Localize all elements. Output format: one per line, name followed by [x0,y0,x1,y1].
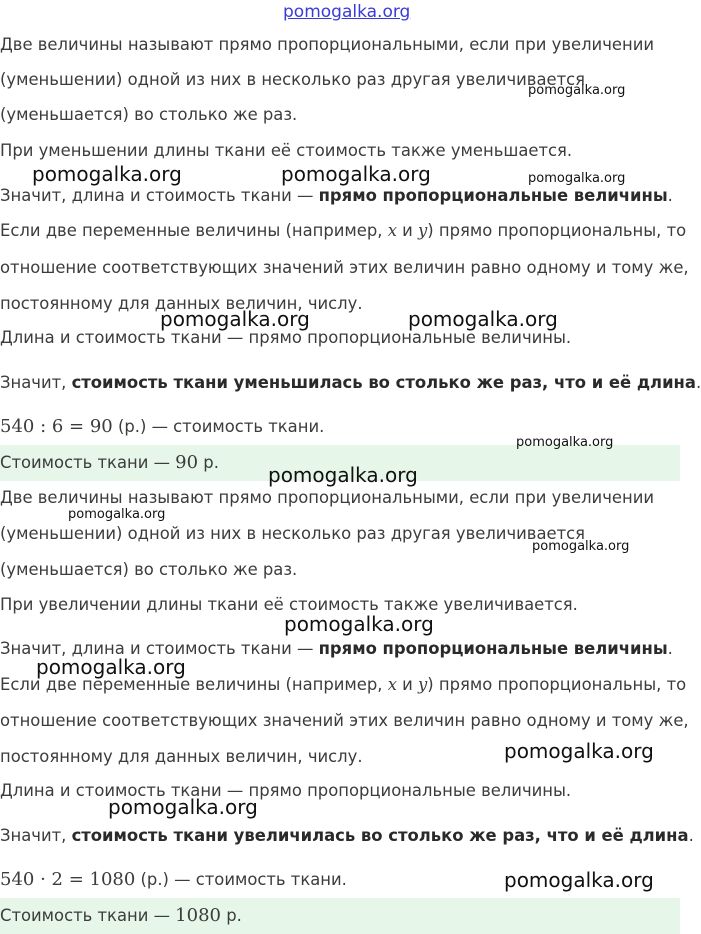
variable-y: y [418,221,428,240]
rule-and: и [396,675,419,694]
watermark: pomogalka.org [528,83,626,98]
watermark: pomogalka.org [504,739,654,763]
variable-x: x [387,221,397,240]
answer-line [0,452,219,474]
calculation-text: (р.) — стоимость ткани. [135,870,347,889]
calculation-expression: 540 : 6 = 90 [0,416,113,437]
rule-text-b: ) прямо пропорциональны, то [427,221,687,240]
conclusion-bold: прямо пропорциональные величины [318,186,668,205]
so-line [0,372,701,394]
so-text: Значит, [0,373,72,392]
answer-line [0,905,242,927]
definition-line-3: (уменьшается) во столько же раз. [0,560,298,579]
watermark: pomogalka.org [68,507,166,522]
fact-line: При увеличении длины ткани её стоимость также увеличивается. [0,595,578,614]
watermark: pomogalka.org [528,171,626,186]
watermark: pomogalka.org [281,162,431,186]
restate-line: Длина и стоимость ткани — прямо пропорциональные величины. [0,328,572,347]
definition-line-2: (уменьшении) одной из них в несколько раз другая увеличивается [0,70,585,89]
definition-line-1: Две величины называют прямо пропорциональными, если при увеличении [0,488,655,507]
so-end: . [695,373,701,392]
answer-number: 1080 [175,905,221,926]
rule-text-a: Если две переменные величины (например, [0,675,388,694]
variable-y: y [418,675,428,694]
rule-line-3: постоянному для данных величин, числу. [0,294,363,313]
watermark: pomogalka.org [160,307,310,331]
conclusion-line [0,185,673,207]
conclusion-text: Значит, длина и стоимость ткани — [0,186,319,205]
answer-unit: р. [220,906,242,925]
answer-number: 90 [175,452,199,473]
answer-text: Стоимость ткани — [0,453,176,472]
rule-line-2: отношение соответствующих значений этих величин равно одному и тому же, [0,258,689,277]
calculation-expression: 540 · 2 = 1080 [0,869,136,890]
answer-text: Стоимость ткани — [0,906,176,925]
watermark: pomogalka.org [284,612,434,636]
conclusion-end: . [667,639,673,658]
so-text: Значит, [0,826,72,845]
watermark: pomogalka.org [516,435,614,450]
so-bold: стоимость ткани уменьшилась во столько же раз, что и её длина [71,373,696,392]
watermark-top-link[interactable]: pomogalka.org [283,2,411,22]
watermark: pomogalka.org [408,307,558,331]
watermark: pomogalka.org [36,655,186,679]
definition-line-3: (уменьшается) во столько же раз. [0,105,298,124]
definition-line-2: (уменьшении) одной из них в несколько раз другая увеличивается [0,524,585,543]
conclusion-text: Значит, длина и стоимость ткани — [0,639,319,658]
definition-line-1: Две величины называют прямо пропорциональными, если при увеличении [0,35,655,54]
calculation-text: (р.) — стоимость ткани. [112,417,325,436]
rule-and: и [396,221,419,240]
watermark: pomogalka.org [504,868,654,892]
answer-unit: р. [198,453,219,472]
so-end: . [688,826,694,845]
watermark: pomogalka.org [32,162,182,186]
so-line [0,825,694,847]
fact-line: При уменьшении длины ткани её стоимость также уменьшается. [0,141,573,160]
watermark: pomogalka.org [108,795,258,819]
restate-line: Длина и стоимость ткани — прямо пропорциональные величины. [0,781,572,800]
conclusion-end: . [667,186,673,205]
rule-line-2: отношение соответствующих значений этих величин равно одному и тому же, [0,711,689,730]
rule-line-3: постоянному для данных величин, числу. [0,747,363,766]
calculation-line [0,869,347,891]
rule-text-a: Если две переменные величины (например, [0,221,388,240]
conclusion-bold: прямо пропорциональные величины [318,639,668,658]
calculation-line [0,416,324,438]
rule-text-b: ) прямо пропорциональны, то [427,675,687,694]
rule-line-1 [0,220,686,242]
variable-x: x [387,675,397,694]
so-bold: стоимость ткани увеличилась во столько же раз, что и её длина [71,826,689,845]
watermark: pomogalka.org [532,539,630,554]
watermark: pomogalka.org [268,463,418,487]
